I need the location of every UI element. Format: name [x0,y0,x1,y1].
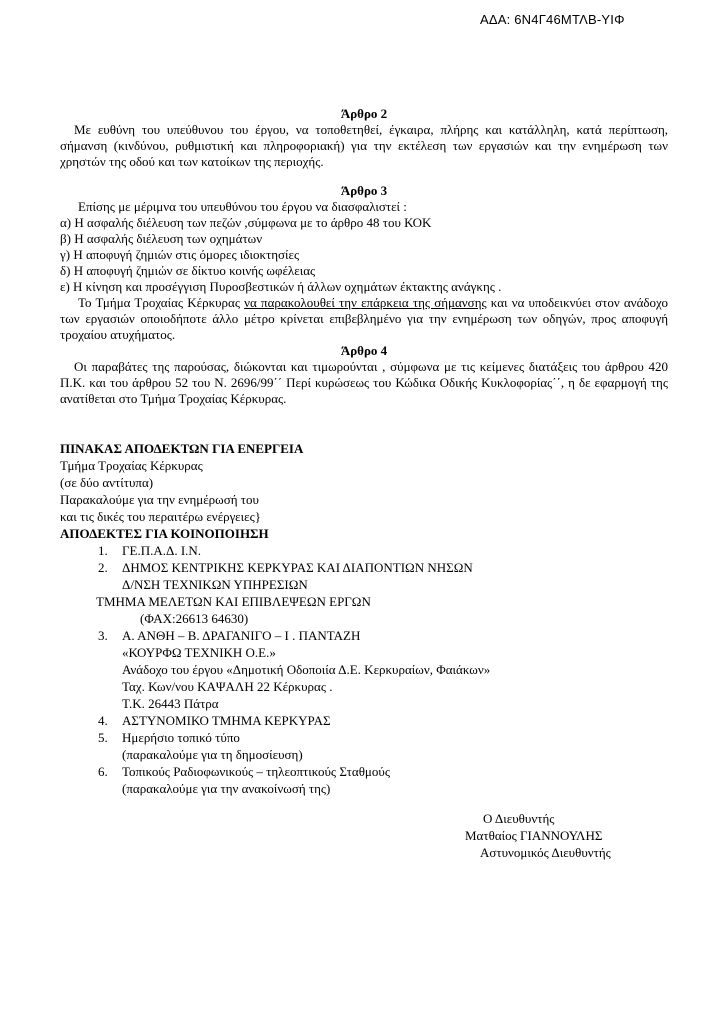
document-body [60,106,668,407]
cc-item-line: ΓΕ.Π.Α.Δ. Ι.Ν. [122,543,202,558]
signature-role: Ο Διευθυντής [483,811,555,826]
signature-name: Ματθαίος ΓΙΑΝΝΟΥΛΗΣ [465,828,603,843]
cc-item-line: Τοπικούς Ραδιοφωνικούς – τηλεοπτικούς Σταθμούς [122,764,390,779]
cc-item-number: 6. [98,764,108,779]
recipients-action-line: (σε δύο αντίτυπα) [60,475,154,490]
article-3-item-d: δ) Η αποφυγή ζημιών σε δίκτυο κοινής ωφέλειας [60,263,316,278]
cc-item-line: ΤΜΗΜΑ ΜΕΛΕΤΩΝ ΚΑΙ ΕΠΙΒΛΕΨΕΩΝ ΕΡΓΩΝ [96,594,371,609]
cc-item-line: Ταχ. Κων/νου ΚΑΨΑΛΗ 22 Κέρκυρας . [122,679,333,694]
cc-item-number: 1. [98,543,108,558]
ada-code: ΑΔΑ: 6Ν4Γ46ΜΤΛΒ-ΥΙΦ [480,12,625,27]
article-3-title: Άρθρο 3 [340,183,388,198]
cc-item-line: «ΚΟΥΡΦΩ ΤΕΧΝΙΚΗ Ο.Ε.» [122,645,276,660]
article-4-text: Οι παραβάτες της παρούσας, διώκονται και τιμωρούνται , σύμφωνα με τις κείμενες διατάξεις του άρθρου 420 Π.Κ. και του άρθρου 52 του Ν. 2696/99΄΄ Περί κυρώσεως του Κώδικα Οδικής Κυκλοφορίας΄΄, η δε εφαρμογή της ανατίθεται στο Τμήμα Τροχαίας Κέρκυρας. [60,359,668,406]
cc-item-line: ΑΣΤΥΝΟΜΙΚΟ ΤΜΗΜΑ ΚΕΡΚΥΡΑΣ [122,713,331,728]
recipients-action-title: ΠΙΝΑΚΑΣ ΑΠΟΔΕΚΤΩΝ ΓΙΑ ΕΝΕΡΓΕΙΑ [60,441,304,456]
cc-item-line: (παρακαλούμε για τη δημοσίευση) [122,747,303,762]
recipients-cc-title: ΑΠΟΔΕΚΤΕΣ ΓΙΑ ΚΟΙΝΟΠΟΙΗΣΗ [60,526,269,541]
cc-item-line: (παρακαλούμε για την ανακοίνωσή της) [122,781,331,796]
article-3-paragraph-start: Το Τμήμα Τροχαίας Κέρκυρας [78,295,245,310]
cc-item-line: Α. ΑΝΘΗ – Β. ΔΡΑΓΑΝΙΓΟ – Ι . ΠΑΝΤΑΖΗ [122,628,361,643]
cc-item-number: 2. [98,560,108,575]
cc-item-number: 3. [98,628,108,643]
article-3-underlined: να παρακολουθεί την επάρκεια της σήμανσης [244,295,487,310]
cc-item-line: Δ/ΝΣΗ ΤΕΧΝΙΚΩΝ ΥΠΗΡΕΣΙΩΝ [122,577,308,592]
cc-item-line: (ΦΑΧ:26613 64630) [140,611,249,626]
article-3-item-b: β) Η ασφαλής διέλευση των οχημάτων [60,231,263,246]
recipients-action-line: Παρακαλούμε για την ενημέρωσή του [60,492,259,507]
article-3-item-a: α) Η ασφαλής διέλευση των πεζών ,σύμφωνα με το άρθρο 48 του ΚΟΚ [60,215,432,230]
article-3-item-e: ε) Η κίνηση και προσέγγιση Πυροσβεστικών ή άλλων οχημάτων έκτακτης ανάγκης . [60,279,502,294]
recipients-action-line: Τμήμα Τροχαίας Κέρκυρας [60,458,203,473]
recipients-action-line: και τις δικές του περαιτέρω ενέργειες} [60,509,261,524]
signature-rank: Αστυνομικός Διευθυντής [480,845,611,860]
cc-item-line: Ανάδοχο του έργου «Δημοτική Οδοποιία Δ.Ε. Κερκυραίων, Φαιάκων» [122,662,491,677]
article-3-item-c: γ) Η αποφυγή ζημιών στις όμορες ιδιοκτησίες [60,247,300,262]
cc-item-line: Τ.Κ. 26443 Πάτρα [122,696,219,711]
cc-item-number: 5. [98,730,108,745]
cc-item-number: 4. [98,713,108,728]
article-4-title: Άρθρο 4 [340,343,388,358]
article-3-intro: Επίσης με μέριμνα του υπευθύνου του έργου να διασφαλιστεί : [78,199,407,214]
article-3-paragraph-end: και να υποδεικνύει στον ανάδοχο των εργασιών οποιοδήποτε άλλο μέτρο κρίνεται επιβεβλημένο για την ενημέρωση των οδηγών, προς αποφυγή τροχαίου ατυχήματος. [60,295,668,342]
article-2-text: Με ευθύνη του υπεύθυνου του έργου, να τοποθετηθεί, έγκαιρα, πλήρης και κατάλληλη, κατά περίπτωση, σήμανση (κινδύνου, ρυθμιστική και πληροφοριακή) για την εκτέλεση των εργασιών και την ενημέρωση των χρηστών της οδού και των κατοίκων της περιοχής. [60,122,668,169]
article-2-title: Άρθρο 2 [340,106,388,121]
cc-item-line: ΔΗΜΟΣ ΚΕΝΤΡΙΚΗΣ ΚΕΡΚΥΡΑΣ ΚΑΙ ΔΙΑΠΟΝΤΙΩΝ ΝΗΣΩΝ [122,560,473,575]
cc-item-line: Ημερήσιο τοπικό τύπο [122,730,240,745]
article-3-paragraph [60,295,668,343]
